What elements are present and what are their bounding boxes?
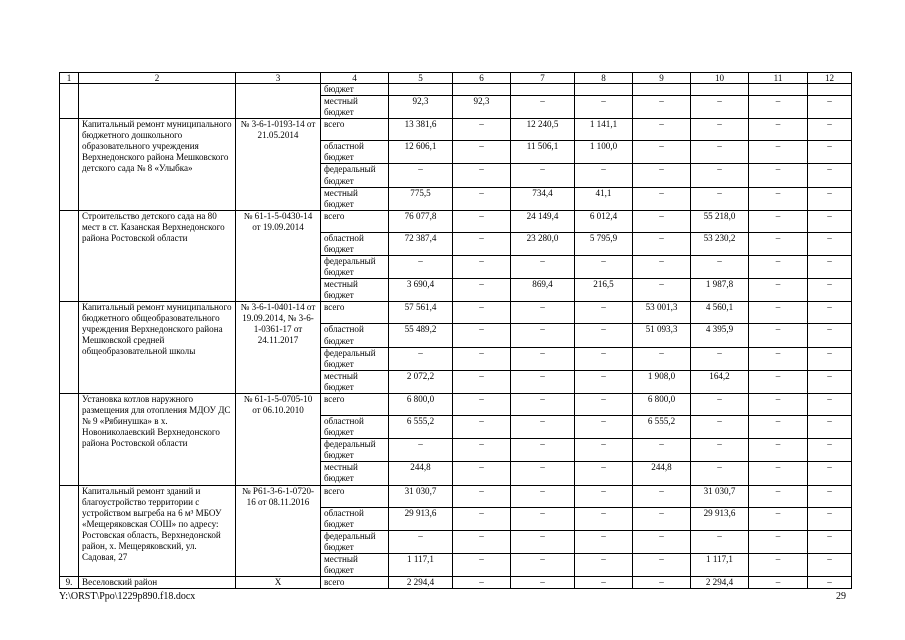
value-cell: 12 606,1 (389, 141, 453, 164)
value-cell: – (633, 210, 691, 232)
value-cell: – (575, 96, 633, 119)
value-cell: – (389, 530, 453, 553)
value-cell: – (453, 393, 511, 415)
funding-source-cell: местный бюджет (321, 553, 389, 576)
column-number: 12 (808, 73, 852, 84)
value-cell: – (453, 232, 511, 255)
value-cell: 55 218,0 (691, 210, 749, 232)
document-cell: № 3-6-1-0193-14 от 21.05.2014 (236, 119, 321, 211)
value-cell: – (691, 393, 749, 415)
value-cell: – (511, 256, 575, 279)
value-cell: – (749, 393, 808, 415)
value-cell: – (511, 462, 575, 485)
value-cell: – (453, 279, 511, 302)
value-cell: – (511, 370, 575, 393)
value-cell: – (691, 164, 749, 187)
value-cell: – (389, 256, 453, 279)
document-cell: № Р61-3-6-1-0720-16 от 08.11.2016 (236, 485, 321, 577)
value-cell: – (691, 141, 749, 164)
document-cell: Х (236, 577, 321, 589)
value-cell: 734,4 (511, 187, 575, 210)
column-number: 11 (749, 73, 808, 84)
value-cell (749, 84, 808, 96)
column-number: 10 (691, 73, 749, 84)
value-cell: 76 077,8 (389, 210, 453, 232)
budget-table (59, 72, 852, 589)
value-cell: 1 100,0 (575, 141, 633, 164)
funding-source-cell: бюджет (321, 84, 389, 96)
value-cell: – (749, 210, 808, 232)
value-cell: – (808, 370, 852, 393)
value-cell: – (575, 393, 633, 415)
value-cell: – (808, 485, 852, 507)
value-cell: – (575, 370, 633, 393)
value-cell: – (511, 415, 575, 438)
funding-source-cell: областной бюджет (321, 141, 389, 164)
document-cell (236, 84, 321, 119)
value-cell: 31 030,7 (691, 485, 749, 507)
value-cell: – (453, 164, 511, 187)
column-number: 1 (60, 73, 79, 84)
value-cell: – (389, 439, 453, 462)
value-cell: – (808, 302, 852, 324)
value-cell: – (511, 302, 575, 324)
funding-source-cell: местный бюджет (321, 462, 389, 485)
value-cell: – (633, 347, 691, 370)
value-cell: 92,3 (453, 96, 511, 119)
value-cell: – (575, 577, 633, 589)
value-cell: – (808, 530, 852, 553)
object-name-cell: Капитальный ремонт муниципального бюджетного общеобразовательного учреждения Верхнедонского района Мешковской средней общеобразовательной школы (79, 302, 236, 394)
value-cell: – (453, 462, 511, 485)
funding-source-cell: федеральный бюджет (321, 164, 389, 187)
value-cell: – (575, 164, 633, 187)
value-cell: 1 117,1 (691, 553, 749, 576)
value-cell: – (808, 232, 852, 255)
value-cell: – (749, 462, 808, 485)
value-cell: – (808, 507, 852, 530)
value-cell: – (808, 393, 852, 415)
value-cell (453, 84, 511, 96)
row-number-cell (60, 119, 79, 211)
value-cell: – (808, 119, 852, 141)
value-cell: – (808, 141, 852, 164)
row-number-cell (60, 210, 79, 302)
value-cell (389, 84, 453, 96)
page-number: 29 (836, 591, 846, 602)
value-cell: – (808, 187, 852, 210)
value-cell: 5 795,9 (575, 232, 633, 255)
value-cell: 11 506,1 (511, 141, 575, 164)
value-cell (633, 84, 691, 96)
value-cell: – (633, 439, 691, 462)
value-cell: – (575, 302, 633, 324)
value-cell: – (808, 553, 852, 576)
value-cell: – (633, 164, 691, 187)
value-cell: – (691, 96, 749, 119)
value-cell: 216,5 (575, 279, 633, 302)
value-cell: 3 690,4 (389, 279, 453, 302)
value-cell: – (633, 577, 691, 589)
funding-source-cell: областной бюджет (321, 507, 389, 530)
value-cell: 869,4 (511, 279, 575, 302)
value-cell: – (691, 187, 749, 210)
value-cell: 31 030,7 (389, 485, 453, 507)
value-cell: – (691, 415, 749, 438)
column-number: 9 (633, 73, 691, 84)
value-cell: – (633, 96, 691, 119)
value-cell: 51 093,3 (633, 324, 691, 347)
value-cell: 23 280,0 (511, 232, 575, 255)
value-cell: – (749, 96, 808, 119)
value-cell: 2 072,2 (389, 370, 453, 393)
table-row (60, 84, 852, 96)
value-cell: – (575, 347, 633, 370)
value-cell: 12 240,5 (511, 119, 575, 141)
table-row (60, 577, 852, 589)
value-cell: 164,2 (691, 370, 749, 393)
value-cell: – (453, 187, 511, 210)
value-cell: – (749, 485, 808, 507)
funding-source-cell: местный бюджет (321, 370, 389, 393)
document-cell: № 61-1-5-0430-14 от 19.09.2014 (236, 210, 321, 302)
table-row (60, 302, 852, 324)
value-cell: – (575, 553, 633, 576)
funding-source-cell: всего (321, 393, 389, 415)
value-cell: – (749, 141, 808, 164)
value-cell: – (749, 347, 808, 370)
value-cell: 53 230,2 (691, 232, 749, 255)
value-cell: 41,1 (575, 187, 633, 210)
value-cell: – (453, 302, 511, 324)
table-row (60, 485, 852, 507)
value-cell (575, 84, 633, 96)
object-name-cell: Веселовский район (79, 577, 236, 589)
value-cell: – (749, 577, 808, 589)
value-cell: – (511, 577, 575, 589)
value-cell: – (808, 462, 852, 485)
column-number: 8 (575, 73, 633, 84)
value-cell: – (808, 96, 852, 119)
column-number: 6 (453, 73, 511, 84)
value-cell: – (749, 279, 808, 302)
value-cell: – (749, 164, 808, 187)
value-cell: – (691, 119, 749, 141)
value-cell: 2 294,4 (691, 577, 749, 589)
value-cell: – (749, 232, 808, 255)
value-cell: 775,5 (389, 187, 453, 210)
value-cell: – (808, 279, 852, 302)
value-cell: 244,8 (633, 462, 691, 485)
value-cell: 13 381,6 (389, 119, 453, 141)
row-number-cell (60, 485, 79, 577)
column-number: 4 (321, 73, 389, 84)
value-cell: 6 800,0 (633, 393, 691, 415)
funding-source-cell: всего (321, 485, 389, 507)
value-cell: – (633, 530, 691, 553)
value-cell: – (749, 415, 808, 438)
value-cell: – (453, 256, 511, 279)
value-cell: – (453, 553, 511, 576)
value-cell: – (453, 485, 511, 507)
value-cell: – (575, 530, 633, 553)
column-number: 7 (511, 73, 575, 84)
value-cell: – (453, 530, 511, 553)
value-cell: – (749, 370, 808, 393)
value-cell: – (633, 187, 691, 210)
value-cell: – (749, 507, 808, 530)
value-cell: 1 117,1 (389, 553, 453, 576)
funding-source-cell: всего (321, 119, 389, 141)
column-number: 3 (236, 73, 321, 84)
value-cell: 55 489,2 (389, 324, 453, 347)
value-cell: 1 141,1 (575, 119, 633, 141)
value-cell: – (749, 119, 808, 141)
value-cell: – (633, 141, 691, 164)
value-cell: – (633, 485, 691, 507)
value-cell: – (808, 577, 852, 589)
value-cell: – (511, 553, 575, 576)
value-cell (511, 84, 575, 96)
value-cell: – (691, 462, 749, 485)
value-cell: – (511, 507, 575, 530)
value-cell: – (575, 462, 633, 485)
value-cell: – (575, 324, 633, 347)
value-cell: – (453, 577, 511, 589)
funding-source-cell: федеральный бюджет (321, 256, 389, 279)
row-number-cell (60, 84, 79, 119)
value-cell: – (749, 439, 808, 462)
column-number: 2 (79, 73, 236, 84)
value-cell: – (633, 507, 691, 530)
table-row (60, 210, 852, 232)
value-cell: – (575, 507, 633, 530)
funding-source-cell: местный бюджет (321, 279, 389, 302)
object-name-cell: Строительство детского сада на 80 мест в ст. Казанская Верхнедонского района Ростовской области (79, 210, 236, 302)
value-cell: – (511, 324, 575, 347)
value-cell: – (808, 347, 852, 370)
value-cell (691, 84, 749, 96)
funding-source-cell: всего (321, 577, 389, 589)
funding-source-cell: федеральный бюджет (321, 347, 389, 370)
document-cell: № 3-6-1-0401-14 от 19.09.2014, № 3-6-1-0361-17 от 24.11.2017 (236, 302, 321, 394)
value-cell: 92,3 (389, 96, 453, 119)
column-number: 5 (389, 73, 453, 84)
row-number-cell: 9. (60, 577, 79, 589)
value-cell: – (453, 324, 511, 347)
value-cell: – (808, 324, 852, 347)
funding-source-cell: всего (321, 302, 389, 324)
value-cell: – (453, 415, 511, 438)
value-cell: – (691, 439, 749, 462)
value-cell: – (808, 415, 852, 438)
value-cell: – (511, 164, 575, 187)
value-cell: – (808, 210, 852, 232)
value-cell: – (575, 415, 633, 438)
value-cell: – (511, 439, 575, 462)
funding-source-cell: областной бюджет (321, 232, 389, 255)
value-cell: 6 012,4 (575, 210, 633, 232)
value-cell: – (749, 302, 808, 324)
value-cell: – (453, 370, 511, 393)
value-cell: 1 908,0 (633, 370, 691, 393)
value-cell: 53 001,3 (633, 302, 691, 324)
footer-file-path: Y:\ORST\Ppo\1229p890.f18.docx (59, 591, 196, 602)
row-number-cell (60, 302, 79, 394)
value-cell: – (633, 119, 691, 141)
value-cell: – (511, 347, 575, 370)
value-cell: – (453, 210, 511, 232)
value-cell: – (453, 119, 511, 141)
value-cell: – (389, 164, 453, 187)
value-cell: – (511, 96, 575, 119)
value-cell: – (575, 439, 633, 462)
value-cell: 29 913,6 (691, 507, 749, 530)
value-cell: – (575, 256, 633, 279)
value-cell: – (511, 530, 575, 553)
value-cell: – (749, 187, 808, 210)
value-cell: – (453, 507, 511, 530)
value-cell: – (808, 256, 852, 279)
value-cell: – (575, 485, 633, 507)
value-cell: – (749, 553, 808, 576)
value-cell: 6 555,2 (633, 415, 691, 438)
object-name-cell (79, 84, 236, 119)
value-cell: 6 555,2 (389, 415, 453, 438)
value-cell: 244,8 (389, 462, 453, 485)
value-cell: – (633, 232, 691, 255)
object-name-cell: Капитальный ремонт зданий и благоустройство территории с устройством выгреба на 6 м³ МБОУ «Мещеряковская СОШ» по адресу: Ростовская область, Верхнедонской район, х. Мещеряковский, ул. Садовая, 27 (79, 485, 236, 577)
value-cell: – (453, 439, 511, 462)
column-number-row (60, 73, 852, 84)
document-cell: № 61-1-5-0705-10 от 06.10.2010 (236, 393, 321, 485)
value-cell: – (691, 347, 749, 370)
value-cell: – (749, 256, 808, 279)
value-cell: – (633, 256, 691, 279)
row-number-cell (60, 393, 79, 485)
value-cell: 4 560,1 (691, 302, 749, 324)
funding-source-cell: областной бюджет (321, 324, 389, 347)
table-row (60, 393, 852, 415)
value-cell: – (633, 553, 691, 576)
funding-source-cell: местный бюджет (321, 187, 389, 210)
value-cell (808, 84, 852, 96)
object-name-cell: Капитальный ремонт муниципального бюджетного дошкольного образовательного учреждения Верхнедонского района Мешковского детского сада № 8 «Улыбка» (79, 119, 236, 211)
value-cell: – (749, 324, 808, 347)
value-cell: 4 395,9 (691, 324, 749, 347)
funding-source-cell: местный бюджет (321, 96, 389, 119)
value-cell: 29 913,6 (389, 507, 453, 530)
value-cell: 2 294,4 (389, 577, 453, 589)
value-cell: – (389, 347, 453, 370)
value-cell: – (453, 347, 511, 370)
value-cell: 24 149,4 (511, 210, 575, 232)
funding-source-cell: областной бюджет (321, 415, 389, 438)
value-cell: 72 387,4 (389, 232, 453, 255)
value-cell: – (691, 256, 749, 279)
value-cell: – (511, 485, 575, 507)
value-cell: – (691, 530, 749, 553)
value-cell: – (453, 141, 511, 164)
value-cell: – (749, 530, 808, 553)
funding-source-cell: федеральный бюджет (321, 439, 389, 462)
value-cell: 6 800,0 (389, 393, 453, 415)
object-name-cell: Установка котлов наружного размещения для отопления МДОУ ДС № 9 «Рябинушка» в х. Новониколаевский Верхнедонского района Ростовской области (79, 393, 236, 485)
funding-source-cell: федеральный бюджет (321, 530, 389, 553)
table-row (60, 119, 852, 141)
value-cell: – (633, 279, 691, 302)
funding-source-cell: всего (321, 210, 389, 232)
value-cell: 57 561,4 (389, 302, 453, 324)
value-cell: – (511, 393, 575, 415)
value-cell: – (808, 439, 852, 462)
value-cell: 1 987,8 (691, 279, 749, 302)
value-cell: – (808, 164, 852, 187)
